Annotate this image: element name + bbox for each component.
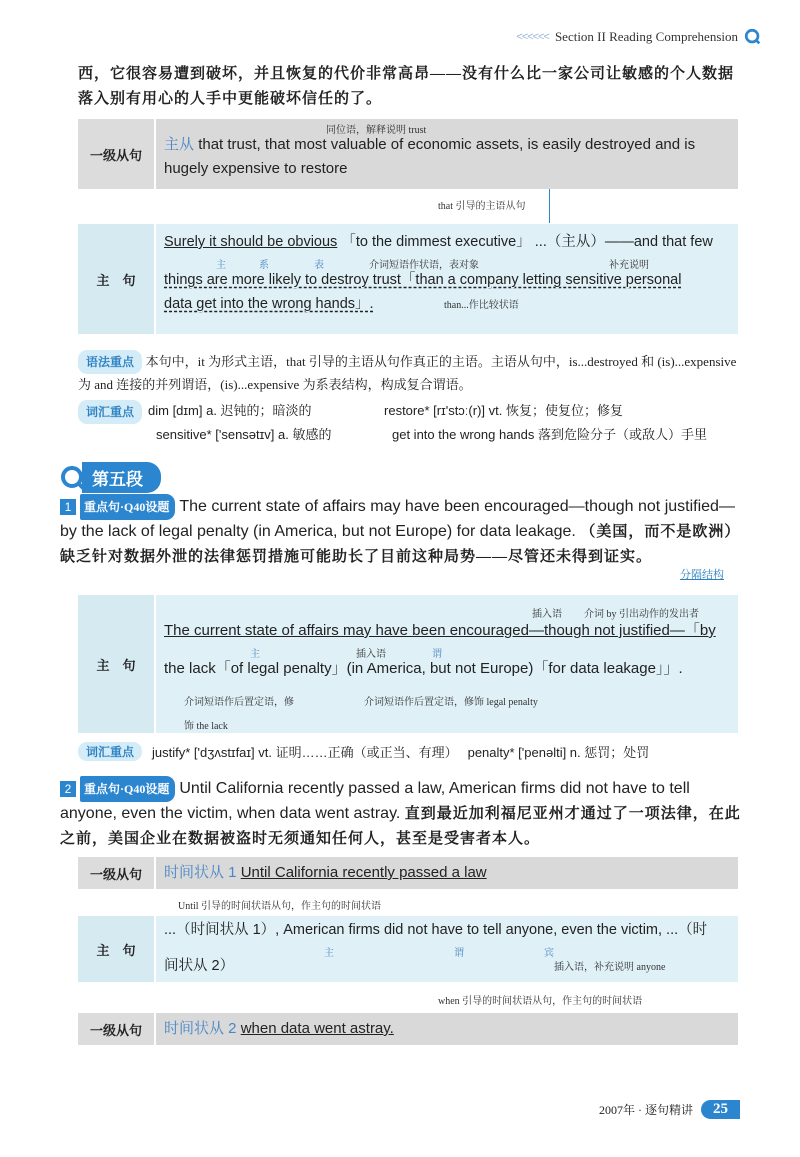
ann-prep-phrase: 介词短语作状语，表对象 [369, 260, 479, 271]
ann-subject: 主 [216, 260, 226, 271]
appositive-note: 同位语，解释说明 trust [326, 125, 427, 136]
main-line1b: 「to the dimmest executive」 [341, 234, 531, 250]
ann-by-agent: 介词 by 引出动作的发出者 [584, 609, 699, 620]
ann-parenthesis-3: 插入语，补充说明 anyone [554, 962, 666, 973]
subject-clause-note: that 引导的主语从句 [438, 201, 526, 212]
footer-text: 2007年 · 逐句精讲 [599, 1103, 693, 1117]
ann-predicative: 表 [314, 260, 324, 271]
key-sentence-flag-2: 重点句·Q40设题 [80, 776, 175, 802]
grammar-tag: 语法重点 [78, 350, 142, 374]
analysis-table-3 [78, 856, 738, 1045]
analysis-table-1 [78, 118, 738, 334]
ann-link-verb: 系 [259, 260, 269, 271]
label-sub-clause: 一级从句 [78, 119, 154, 189]
arrows-icon: <<<<<< [516, 31, 549, 43]
table2-line1: The current state of affairs may have been encouraged—though not justified—「by [164, 622, 716, 639]
label-main-clause: 主 句 [78, 224, 154, 334]
vocab-sensitive: sensitive* ['sensətɪv] a. 敏感的 [156, 427, 332, 442]
time-clause-1-tag: 时间状从 1 [164, 864, 237, 881]
ann-parenthesis: 插入语 [532, 609, 562, 620]
table3-main-b: 间状从 2） [164, 958, 235, 974]
sentence-1-chinese: （美国，而不是欧洲）缺乏针对数据外泄的法律惩罚措施可能助长了目前这种局势——尽管还未得到证实。 [60, 524, 741, 565]
sentence-2 [60, 776, 745, 852]
vocab-block-1 [78, 400, 743, 446]
sentence-1-english: The current state of affairs may have been encouraged—though not justified—by the lack of legal penalty (in America, but not Europe) for data leakage. [60, 498, 735, 540]
main-line2: things are more likely to destroy trust「than a company letting sensitive personal [164, 272, 682, 288]
page-number: 25 [701, 1100, 740, 1119]
vocab-justify: justify* ['dʒʌstɪfaɪ] vt. 证明……正确（或正当、有理） [152, 745, 458, 760]
sub-clause-tag: 主从 [164, 136, 195, 153]
label-main-clause-3: 主 句 [78, 916, 154, 982]
table3-main-a: ...（时间状从 1）, American firms did not have to tell anyone, even the victim, ...（时 [164, 922, 708, 938]
label-sub-clause-3b: 一级从句 [78, 1013, 154, 1045]
vocab-dim: dim [dɪm] a. 迟钝的；暗淡的 [148, 403, 312, 418]
when-note: when 引导的时间状语从句，作主句的时间状语 [438, 996, 643, 1007]
structure-link[interactable]: 分隔结构 [680, 569, 724, 581]
until-note: Until 引导的时间状语从句，作主句的时间状语 [178, 901, 382, 912]
ann-supplement: 补充说明 [609, 260, 649, 271]
time-clause-2-text: when data went astray. [240, 1020, 394, 1037]
connector-arrow [549, 189, 550, 223]
ann-than: than...作比较状语 [444, 300, 519, 311]
vocab-wrong-hands: get into the wrong hands 落到危险分子（或敌人）手里 [392, 427, 707, 442]
table2-line2: the lack「of legal penalty」(in America, but not Europe)「for data leakage」」. [164, 660, 683, 677]
page-footer [599, 1100, 740, 1119]
ann-predicate-2: 谓 [432, 649, 442, 660]
sub-clause-line2: hugely expensive to restore [164, 160, 348, 177]
running-header [516, 28, 762, 46]
analysis-table-2 [78, 594, 738, 733]
header-title: Section II Reading Comprehension [554, 29, 738, 44]
vocab-block-2 [78, 742, 743, 761]
sentence-1 [60, 494, 745, 570]
key-sentence-flag: 重点句·Q40设题 [80, 494, 175, 520]
vocab-restore: restore* [rɪ'stɔː(r)] vt. 恢复；使复位；修复 [384, 403, 623, 418]
ann-modifier-penalty: 介词短语作后置定语，修饰 legal penalty [364, 697, 538, 708]
ann-parenthesis-2: 插入语 [356, 649, 386, 660]
label-main-clause-2: 主 句 [78, 595, 154, 733]
sentence-number-2: 2 [60, 781, 76, 797]
ann-subject-3: 主 [324, 948, 334, 959]
sentence-2-english: Until California recently passed a law, American firms did not have to tell anyone, even the victim, when data went astray. [60, 780, 690, 822]
intro-translation: 西，它很容易遭到破坏，并且恢复的代价非常高昂——没有什么比一家公司让敏感的个人数据落入别有用心的人手中更能破坏信任的了。 [78, 66, 735, 107]
section-title: 第五段 [82, 462, 161, 493]
main-line1a: Surely it should be obvious [164, 234, 338, 250]
section-heading [60, 462, 161, 493]
grammar-note-1 [78, 350, 743, 396]
vocab-tag-2: 词汇重点 [78, 742, 142, 761]
grammar-text: 本句中，it 为形式主语，that 引导的主语从句作真正的主语。主语从句中，is...destroyed 和 (is)...expensive 为 and 连接的并列谓语，(is)...expensive 为系表结构，构成复合谓语。 [78, 354, 737, 392]
main-line1c: ...（主从）——and that few [534, 234, 713, 250]
label-sub-clause-3a: 一级从句 [78, 857, 154, 889]
ann-modifier-lack: 介词短语作后置定语，修饰 the lack [184, 697, 294, 732]
ann-predicate-3: 谓 [454, 948, 464, 959]
vocab-penalty: penalty* ['penəlti] n. 惩罚；处罚 [467, 745, 650, 760]
vocab-tag: 词汇重点 [78, 400, 142, 424]
sub-clause-line1: that trust, that most valuable of economic assets, is easily destroyed and is [198, 136, 696, 153]
sentence-2-chinese: 直到最近加利福尼亚州才通过了一项法律，在此之前，美国企业在数据被盗时无须通知任何人，甚至是受害者本人。 [60, 806, 741, 847]
magnifier-q-icon [744, 28, 762, 46]
ann-subject-2: 主 [250, 649, 260, 660]
ann-object-3: 宾 [544, 948, 554, 959]
time-clause-2-tag: 时间状从 2 [164, 1020, 237, 1037]
sentence-number-1: 1 [60, 499, 76, 515]
time-clause-1-text: Until California recently passed a law [240, 864, 487, 881]
main-line3: data get into the wrong hands」. [164, 296, 374, 312]
